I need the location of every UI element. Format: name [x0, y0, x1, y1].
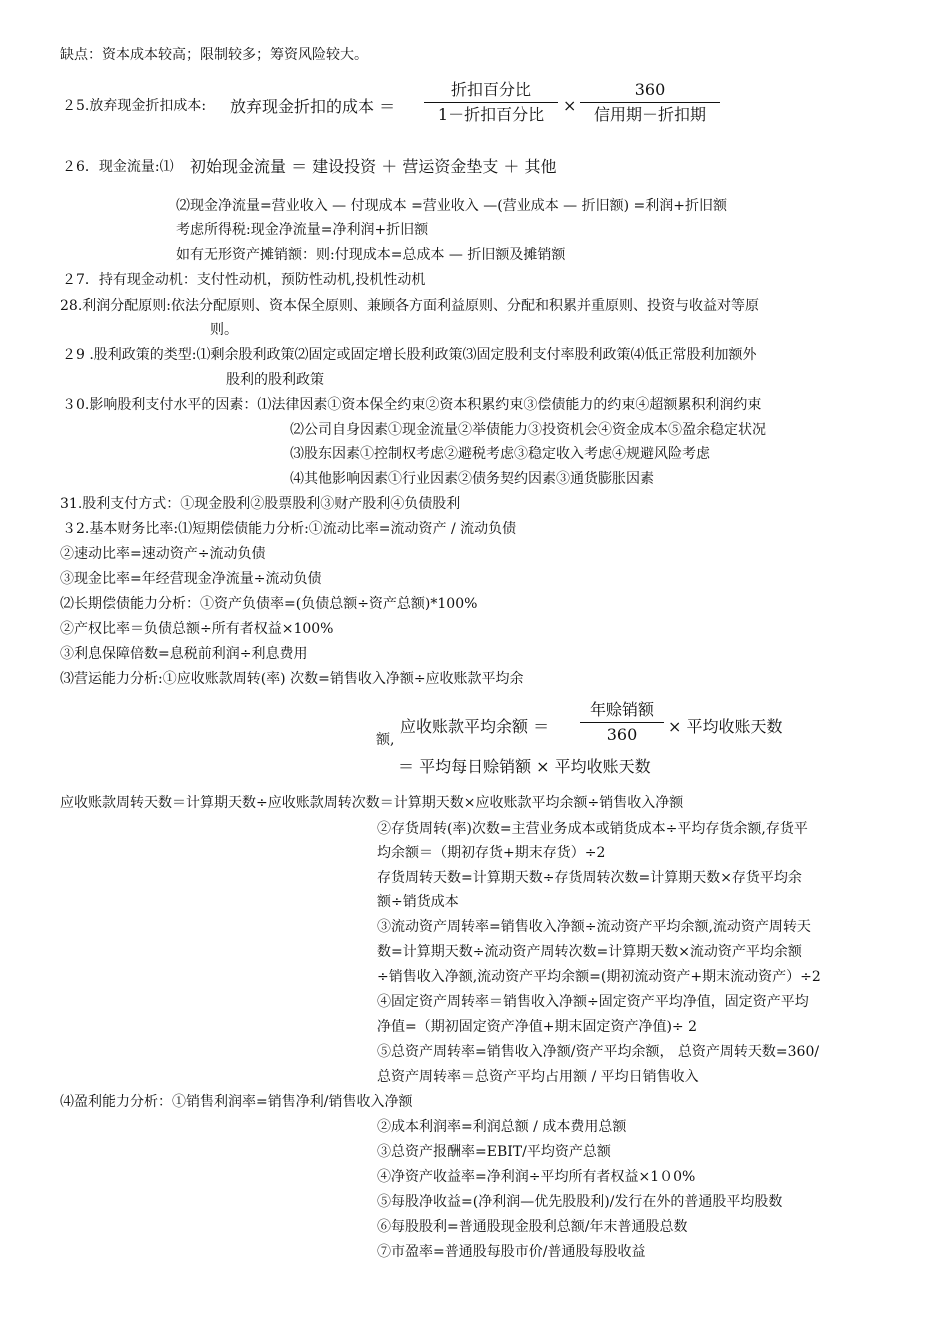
text-line: 数=计算期天数÷流动资产周转次数=计算期天数×流动资产平均余额 [377, 944, 802, 960]
text-line: 净值=（期初固定资产净值+期末固定资产净值)÷ 2 [377, 1019, 698, 1035]
text-line: 额, [376, 732, 395, 748]
numerator: 360 [634, 80, 666, 99]
text-line: 则。 [210, 322, 238, 338]
numerator: 折扣百分比 [450, 80, 531, 99]
text-line: 如有无形资产摊销额：则:付现成本=总成本 — 折旧额及摊销额 [176, 247, 566, 263]
text-line: ④净资产收益率=净利润÷平均所有者权益×1０0% [377, 1169, 696, 1185]
text-line: ２5.放弃现金折扣成本: [62, 98, 207, 114]
formula-rhs: × 平均收账天数 [668, 717, 783, 736]
formula-fraction [580, 80, 720, 125]
fraction-bar [424, 102, 558, 103]
text-line: ②产权比率＝负债总额÷所有者权益×100% [60, 621, 334, 637]
text-line: ④固定资产周转率＝销售收入净额÷固定资产平均净值，固定资产平均 [377, 994, 809, 1010]
text-line: ⑶股东因素①控制权考虑②避税考虑③稳定收入考虑④规避风险考虑 [290, 446, 710, 462]
text-line: ②速动比率=速动资产÷流动负债 [60, 546, 266, 562]
formula-lhs: 放弃现金折扣的成本 ＝ [230, 97, 396, 116]
text-line: 31.股利支付方式：①现金股利②股票股利③财产股利④负债股利 [60, 496, 461, 512]
text-line: 股利的股利政策 [226, 372, 324, 388]
fraction-bar [580, 722, 664, 723]
text-line: ３2.基本财务比率:⑴短期偿债能力分析:①流动比率=流动资产 / 流动负债 [62, 521, 517, 537]
formula-fraction [580, 700, 664, 745]
times-sign: × [563, 96, 577, 115]
text-line: ２7．持有现金动机：支付性动机，预防性动机,投机性动机 [62, 272, 426, 288]
text-line: ③总资产报酬率=EBIT/平均资产总额 [377, 1144, 611, 1160]
denominator: 信用期－折扣期 [593, 105, 706, 124]
denominator: 1－折扣百分比 [437, 105, 545, 124]
text-line: ⑵公司自身因素①现金流量②举债能力③投资机会④资金成本⑤盈余稳定状况 [290, 422, 766, 438]
text-line: ②成本利润率=利润总额 / 成本费用总额 [377, 1119, 627, 1135]
text-line: ２9 .股利政策的类型:⑴剩余股利政策⑵固定或固定增长股利政策⑶固定股利支付率股利政策⑷低正常股利加额外 [62, 347, 757, 363]
text-line: ⑤每股净收益=(净利润—优先股股利)/发行在外的普通股平均股数 [377, 1194, 783, 1210]
text-line: 存货周转天数=计算期天数÷存货周转次数=计算期天数×存货平均余 [377, 870, 802, 886]
text-line: ③现金比率=年经营现金净流量÷流动负债 [60, 571, 322, 587]
text-line: 缺点：资本成本较高；限制较多；筹资风险较大。 [60, 47, 368, 63]
text-line: 均余额＝（期初存货+期末存货）÷2 [377, 845, 606, 861]
denominator: 360 [606, 725, 638, 744]
text-line: ⑤总资产周转率=销售收入净额/资产平均余额， 总资产周转天数=360/ [377, 1044, 820, 1060]
text-line: ③流动资产周转率=销售收入净额÷流动资产平均余额,流动资产周转天 [377, 919, 811, 935]
text-line: ⑶营运能力分析:①应收账款周转(率) 次数=销售收入净额÷应收账款平均余 [60, 671, 524, 687]
text-line: 总资产周转率＝总资产平均占用额 / 平均日销售收入 [377, 1069, 699, 1085]
text-line: ②存货周转(率)次数=主营业务成本或销货成本÷平均存货余额,存货平 [377, 821, 808, 837]
formula-lhs: 应收账款平均余额 ＝ [400, 717, 550, 736]
text-line: 考虑所得税:现金净流量=净利润+折旧额 [176, 222, 429, 238]
text-line: ⑵长期偿债能力分析：①资产负债率=(负债总额÷资产总额)*100% [60, 596, 478, 612]
text-line: ３0.影响股利支付水平的因素：⑴法律因素①资本保全约束②资本积累约束③偿债能力的约束④超额累积利润约束 [62, 397, 762, 413]
formula-line: ＝ 平均每日赊销额 × 平均收账天数 [398, 757, 651, 776]
text-line: ⑦市盈率=普通股每股市价/普通股每股收益 [377, 1244, 646, 1260]
text-line: ⑥每股股利=普通股现金股利总额/年末普通股总数 [377, 1219, 688, 1235]
text-line: ③利息保障倍数=息税前利润÷利息费用 [60, 646, 308, 662]
formula-fraction [424, 80, 558, 125]
formula-line: 初始现金流量 ＝ 建设投资 ＋ 营运资金垫支 ＋ 其他 [190, 157, 557, 176]
text-line: ⑷其他影响因素①行业因素②债务契约因素③通货膨胀因素 [290, 471, 654, 487]
text-line: 28.利润分配原则:依法分配原则、资本保全原则、兼顾各方面利益原则、分配和积累并重原则、投资与收益对等原 [60, 298, 759, 314]
text-line: ⑷盈利能力分析：①销售利润率=销售净利/销售收入净额 [60, 1094, 413, 1110]
text-line: ２6．现金流量:⑴ [62, 159, 174, 175]
fraction-bar [580, 102, 720, 103]
text-line: 应收账款周转天数＝计算期天数÷应收账款周转次数＝计算期天数×应收账款平均余额÷销售收入净额 [60, 795, 684, 811]
text-line: ⑵现金净流量=营业收入 — 付现成本 =营业收入 —(营业成本 — 折旧额) =利润+折旧额 [176, 198, 727, 214]
text-line: 额÷销货成本 [377, 894, 459, 910]
text-line: ÷销售收入净额,流动资产平均余额=(期初流动资产+期末流动资产）÷2 [377, 969, 821, 985]
numerator: 年赊销额 [589, 700, 654, 719]
